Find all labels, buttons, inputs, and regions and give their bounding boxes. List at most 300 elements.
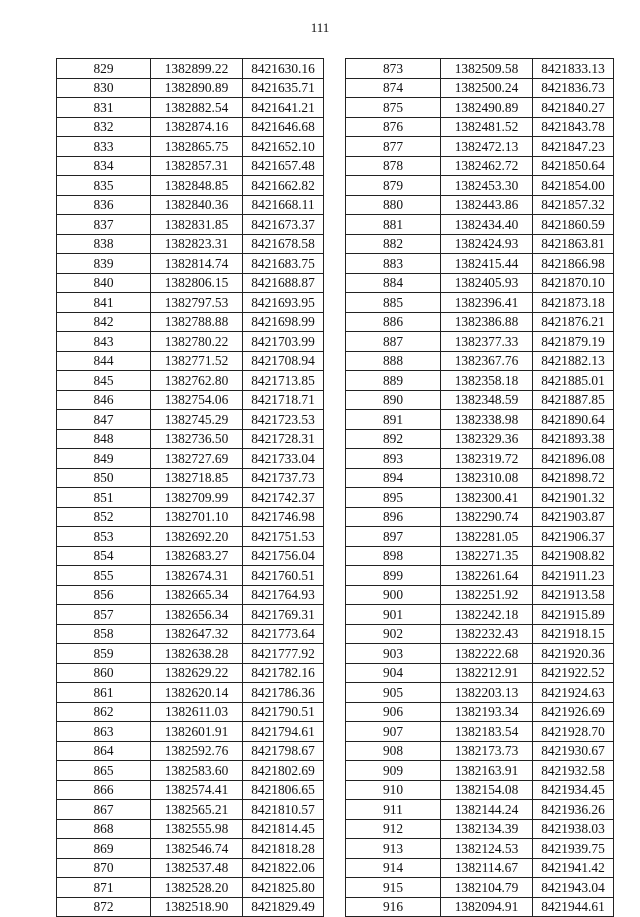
y-coordinate-cell: 8421773.64 bbox=[243, 624, 324, 644]
table-row bbox=[57, 410, 324, 430]
point-number-cell: 860 bbox=[57, 663, 151, 683]
y-coordinate-cell: 8421822.06 bbox=[243, 858, 324, 878]
point-number-cell: 916 bbox=[346, 897, 441, 917]
point-number-cell: 895 bbox=[346, 488, 441, 508]
table-row bbox=[57, 176, 324, 196]
point-number-cell: 879 bbox=[346, 176, 441, 196]
point-number-cell: 911 bbox=[346, 800, 441, 820]
point-number-cell: 887 bbox=[346, 332, 441, 352]
table-row bbox=[346, 332, 614, 352]
y-coordinate-cell: 8421646.68 bbox=[243, 117, 324, 137]
x-coordinate-cell: 1382537.48 bbox=[151, 858, 243, 878]
point-number-cell: 880 bbox=[346, 195, 441, 215]
x-coordinate-cell: 1382348.59 bbox=[441, 390, 533, 410]
point-number-cell: 885 bbox=[346, 293, 441, 313]
y-coordinate-cell: 8421737.73 bbox=[243, 468, 324, 488]
table-row bbox=[346, 410, 614, 430]
x-coordinate-cell: 1382638.28 bbox=[151, 644, 243, 664]
point-number-cell: 856 bbox=[57, 585, 151, 605]
y-coordinate-cell: 8421764.93 bbox=[243, 585, 324, 605]
x-coordinate-cell: 1382183.54 bbox=[441, 722, 533, 742]
table-row bbox=[57, 819, 324, 839]
point-number-cell: 877 bbox=[346, 137, 441, 157]
point-number-cell: 842 bbox=[57, 312, 151, 332]
table-row bbox=[57, 722, 324, 742]
table-row bbox=[346, 312, 614, 332]
table-row bbox=[346, 137, 614, 157]
table-row bbox=[346, 254, 614, 274]
table-row bbox=[57, 312, 324, 332]
y-coordinate-cell: 8421941.42 bbox=[533, 858, 614, 878]
point-number-cell: 891 bbox=[346, 410, 441, 430]
y-coordinate-cell: 8421908.82 bbox=[533, 546, 614, 566]
y-coordinate-cell: 8421854.00 bbox=[533, 176, 614, 196]
point-number-cell: 847 bbox=[57, 410, 151, 430]
x-coordinate-cell: 1382574.41 bbox=[151, 780, 243, 800]
coordinates-table-right bbox=[345, 58, 614, 917]
point-number-cell: 898 bbox=[346, 546, 441, 566]
x-coordinate-cell: 1382890.89 bbox=[151, 78, 243, 98]
y-coordinate-cell: 8421932.58 bbox=[533, 761, 614, 781]
table-row bbox=[346, 371, 614, 391]
x-coordinate-cell: 1382462.72 bbox=[441, 156, 533, 176]
table-row bbox=[57, 878, 324, 898]
point-number-cell: 838 bbox=[57, 234, 151, 254]
table-row bbox=[346, 839, 614, 859]
table-row bbox=[346, 761, 614, 781]
table-row bbox=[346, 800, 614, 820]
table-row bbox=[57, 273, 324, 293]
x-coordinate-cell: 1382329.36 bbox=[441, 429, 533, 449]
x-coordinate-cell: 1382701.10 bbox=[151, 507, 243, 527]
x-coordinate-cell: 1382857.31 bbox=[151, 156, 243, 176]
y-coordinate-cell: 8421718.71 bbox=[243, 390, 324, 410]
x-coordinate-cell: 1382788.88 bbox=[151, 312, 243, 332]
x-coordinate-cell: 1382405.93 bbox=[441, 273, 533, 293]
table-row bbox=[57, 234, 324, 254]
point-number-cell: 884 bbox=[346, 273, 441, 293]
x-coordinate-cell: 1382736.50 bbox=[151, 429, 243, 449]
y-coordinate-cell: 8421885.01 bbox=[533, 371, 614, 391]
x-coordinate-cell: 1382367.76 bbox=[441, 351, 533, 371]
point-number-cell: 897 bbox=[346, 527, 441, 547]
point-number-cell: 873 bbox=[346, 59, 441, 79]
x-coordinate-cell: 1382848.85 bbox=[151, 176, 243, 196]
x-coordinate-cell: 1382124.53 bbox=[441, 839, 533, 859]
y-coordinate-cell: 8421708.94 bbox=[243, 351, 324, 371]
point-number-cell: 889 bbox=[346, 371, 441, 391]
x-coordinate-cell: 1382203.13 bbox=[441, 683, 533, 703]
y-coordinate-cell: 8421635.71 bbox=[243, 78, 324, 98]
y-coordinate-cell: 8421777.92 bbox=[243, 644, 324, 664]
x-coordinate-cell: 1382629.22 bbox=[151, 663, 243, 683]
table-row bbox=[57, 195, 324, 215]
y-coordinate-cell: 8421798.67 bbox=[243, 741, 324, 761]
table-row bbox=[57, 137, 324, 157]
table-row bbox=[346, 722, 614, 742]
table-row bbox=[346, 449, 614, 469]
table-row bbox=[346, 78, 614, 98]
x-coordinate-cell: 1382290.74 bbox=[441, 507, 533, 527]
point-number-cell: 894 bbox=[346, 468, 441, 488]
x-coordinate-cell: 1382806.15 bbox=[151, 273, 243, 293]
point-number-cell: 912 bbox=[346, 819, 441, 839]
x-coordinate-cell: 1382647.32 bbox=[151, 624, 243, 644]
y-coordinate-cell: 8421913.58 bbox=[533, 585, 614, 605]
y-coordinate-cell: 8421901.32 bbox=[533, 488, 614, 508]
x-coordinate-cell: 1382899.22 bbox=[151, 59, 243, 79]
point-number-cell: 888 bbox=[346, 351, 441, 371]
point-number-cell: 834 bbox=[57, 156, 151, 176]
point-number-cell: 862 bbox=[57, 702, 151, 722]
point-number-cell: 872 bbox=[57, 897, 151, 917]
table-row bbox=[57, 351, 324, 371]
table-row bbox=[57, 644, 324, 664]
table-row bbox=[57, 566, 324, 586]
table-row bbox=[346, 293, 614, 313]
x-coordinate-cell: 1382453.30 bbox=[441, 176, 533, 196]
point-number-cell: 904 bbox=[346, 663, 441, 683]
y-coordinate-cell: 8421866.98 bbox=[533, 254, 614, 274]
table-row bbox=[346, 273, 614, 293]
x-coordinate-cell: 1382882.54 bbox=[151, 98, 243, 118]
x-coordinate-cell: 1382338.98 bbox=[441, 410, 533, 430]
point-number-cell: 886 bbox=[346, 312, 441, 332]
x-coordinate-cell: 1382745.29 bbox=[151, 410, 243, 430]
table-row bbox=[346, 644, 614, 664]
point-number-cell: 896 bbox=[346, 507, 441, 527]
point-number-cell: 914 bbox=[346, 858, 441, 878]
table-row bbox=[57, 507, 324, 527]
y-coordinate-cell: 8421794.61 bbox=[243, 722, 324, 742]
table-row bbox=[57, 546, 324, 566]
point-number-cell: 866 bbox=[57, 780, 151, 800]
point-number-cell: 915 bbox=[346, 878, 441, 898]
x-coordinate-cell: 1382565.21 bbox=[151, 800, 243, 820]
x-coordinate-cell: 1382472.13 bbox=[441, 137, 533, 157]
point-number-cell: 854 bbox=[57, 546, 151, 566]
x-coordinate-cell: 1382222.68 bbox=[441, 644, 533, 664]
y-coordinate-cell: 8421698.99 bbox=[243, 312, 324, 332]
table-row bbox=[346, 683, 614, 703]
x-coordinate-cell: 1382490.89 bbox=[441, 98, 533, 118]
x-coordinate-cell: 1382665.34 bbox=[151, 585, 243, 605]
x-coordinate-cell: 1382242.18 bbox=[441, 605, 533, 625]
y-coordinate-cell: 8421802.69 bbox=[243, 761, 324, 781]
x-coordinate-cell: 1382546.74 bbox=[151, 839, 243, 859]
x-coordinate-cell: 1382271.35 bbox=[441, 546, 533, 566]
x-coordinate-cell: 1382212.91 bbox=[441, 663, 533, 683]
table-row bbox=[57, 332, 324, 352]
table-row bbox=[57, 761, 324, 781]
point-number-cell: 892 bbox=[346, 429, 441, 449]
x-coordinate-cell: 1382823.31 bbox=[151, 234, 243, 254]
table-row bbox=[346, 605, 614, 625]
y-coordinate-cell: 8421673.37 bbox=[243, 215, 324, 235]
point-number-cell: 874 bbox=[346, 78, 441, 98]
y-coordinate-cell: 8421678.58 bbox=[243, 234, 324, 254]
table-row bbox=[346, 215, 614, 235]
table-row bbox=[57, 839, 324, 859]
point-number-cell: 903 bbox=[346, 644, 441, 664]
table-row bbox=[346, 585, 614, 605]
point-number-cell: 839 bbox=[57, 254, 151, 274]
table-row bbox=[346, 176, 614, 196]
table-row bbox=[57, 897, 324, 917]
x-coordinate-cell: 1382300.41 bbox=[441, 488, 533, 508]
y-coordinate-cell: 8421870.10 bbox=[533, 273, 614, 293]
x-coordinate-cell: 1382415.44 bbox=[441, 254, 533, 274]
coordinates-table-left-body bbox=[57, 59, 324, 917]
point-number-cell: 890 bbox=[346, 390, 441, 410]
y-coordinate-cell: 8421703.99 bbox=[243, 332, 324, 352]
y-coordinate-cell: 8421790.51 bbox=[243, 702, 324, 722]
point-number-cell: 844 bbox=[57, 351, 151, 371]
y-coordinate-cell: 8421746.98 bbox=[243, 507, 324, 527]
y-coordinate-cell: 8421713.85 bbox=[243, 371, 324, 391]
point-number-cell: 858 bbox=[57, 624, 151, 644]
y-coordinate-cell: 8421924.63 bbox=[533, 683, 614, 703]
point-number-cell: 837 bbox=[57, 215, 151, 235]
y-coordinate-cell: 8421876.21 bbox=[533, 312, 614, 332]
point-number-cell: 878 bbox=[346, 156, 441, 176]
point-number-cell: 899 bbox=[346, 566, 441, 586]
table-row bbox=[57, 468, 324, 488]
point-number-cell: 864 bbox=[57, 741, 151, 761]
table-row bbox=[57, 98, 324, 118]
table-row bbox=[57, 254, 324, 274]
table-row bbox=[346, 858, 614, 878]
point-number-cell: 869 bbox=[57, 839, 151, 859]
point-number-cell: 849 bbox=[57, 449, 151, 469]
table-row bbox=[57, 780, 324, 800]
y-coordinate-cell: 8421728.31 bbox=[243, 429, 324, 449]
point-number-cell: 835 bbox=[57, 176, 151, 196]
y-coordinate-cell: 8421882.13 bbox=[533, 351, 614, 371]
y-coordinate-cell: 8421668.11 bbox=[243, 195, 324, 215]
x-coordinate-cell: 1382251.92 bbox=[441, 585, 533, 605]
y-coordinate-cell: 8421847.23 bbox=[533, 137, 614, 157]
x-coordinate-cell: 1382611.03 bbox=[151, 702, 243, 722]
y-coordinate-cell: 8421860.59 bbox=[533, 215, 614, 235]
table-row bbox=[346, 819, 614, 839]
y-coordinate-cell: 8421688.87 bbox=[243, 273, 324, 293]
x-coordinate-cell: 1382377.33 bbox=[441, 332, 533, 352]
y-coordinate-cell: 8421843.78 bbox=[533, 117, 614, 137]
point-number-cell: 829 bbox=[57, 59, 151, 79]
y-coordinate-cell: 8421893.38 bbox=[533, 429, 614, 449]
table-row bbox=[346, 527, 614, 547]
table-row bbox=[346, 390, 614, 410]
point-number-cell: 855 bbox=[57, 566, 151, 586]
table-row bbox=[57, 858, 324, 878]
point-number-cell: 863 bbox=[57, 722, 151, 742]
x-coordinate-cell: 1382163.91 bbox=[441, 761, 533, 781]
x-coordinate-cell: 1382232.43 bbox=[441, 624, 533, 644]
x-coordinate-cell: 1382771.52 bbox=[151, 351, 243, 371]
y-coordinate-cell: 8421920.36 bbox=[533, 644, 614, 664]
point-number-cell: 868 bbox=[57, 819, 151, 839]
point-number-cell: 861 bbox=[57, 683, 151, 703]
x-coordinate-cell: 1382692.20 bbox=[151, 527, 243, 547]
x-coordinate-cell: 1382319.72 bbox=[441, 449, 533, 469]
table-row bbox=[57, 702, 324, 722]
y-coordinate-cell: 8421829.49 bbox=[243, 897, 324, 917]
table-row bbox=[57, 117, 324, 137]
y-coordinate-cell: 8421887.85 bbox=[533, 390, 614, 410]
y-coordinate-cell: 8421657.48 bbox=[243, 156, 324, 176]
y-coordinate-cell: 8421939.75 bbox=[533, 839, 614, 859]
point-number-cell: 905 bbox=[346, 683, 441, 703]
page-number: 111 bbox=[310, 20, 330, 35]
x-coordinate-cell: 1382709.99 bbox=[151, 488, 243, 508]
x-coordinate-cell: 1382434.40 bbox=[441, 215, 533, 235]
y-coordinate-cell: 8421723.53 bbox=[243, 410, 324, 430]
y-coordinate-cell: 8421918.15 bbox=[533, 624, 614, 644]
point-number-cell: 875 bbox=[346, 98, 441, 118]
y-coordinate-cell: 8421742.37 bbox=[243, 488, 324, 508]
y-coordinate-cell: 8421786.36 bbox=[243, 683, 324, 703]
x-coordinate-cell: 1382797.53 bbox=[151, 293, 243, 313]
table-row bbox=[346, 897, 614, 917]
coordinates-table-right-body bbox=[346, 59, 614, 917]
point-number-cell: 876 bbox=[346, 117, 441, 137]
x-coordinate-cell: 1382396.41 bbox=[441, 293, 533, 313]
table-row bbox=[57, 215, 324, 235]
x-coordinate-cell: 1382754.06 bbox=[151, 390, 243, 410]
y-coordinate-cell: 8421922.52 bbox=[533, 663, 614, 683]
point-number-cell: 882 bbox=[346, 234, 441, 254]
point-number-cell: 881 bbox=[346, 215, 441, 235]
point-number-cell: 910 bbox=[346, 780, 441, 800]
coordinates-table-left bbox=[56, 58, 324, 917]
y-coordinate-cell: 8421814.45 bbox=[243, 819, 324, 839]
y-coordinate-cell: 8421879.19 bbox=[533, 332, 614, 352]
x-coordinate-cell: 1382386.88 bbox=[441, 312, 533, 332]
point-number-cell: 848 bbox=[57, 429, 151, 449]
y-coordinate-cell: 8421850.64 bbox=[533, 156, 614, 176]
y-coordinate-cell: 8421928.70 bbox=[533, 722, 614, 742]
point-number-cell: 871 bbox=[57, 878, 151, 898]
y-coordinate-cell: 8421906.37 bbox=[533, 527, 614, 547]
table-row bbox=[57, 59, 324, 79]
y-coordinate-cell: 8421630.16 bbox=[243, 59, 324, 79]
table-row bbox=[57, 800, 324, 820]
y-coordinate-cell: 8421756.04 bbox=[243, 546, 324, 566]
point-number-cell: 857 bbox=[57, 605, 151, 625]
table-row bbox=[57, 488, 324, 508]
point-number-cell: 870 bbox=[57, 858, 151, 878]
x-coordinate-cell: 1382134.39 bbox=[441, 819, 533, 839]
x-coordinate-cell: 1382865.75 bbox=[151, 137, 243, 157]
table-row bbox=[346, 702, 614, 722]
y-coordinate-cell: 8421938.03 bbox=[533, 819, 614, 839]
point-number-cell: 841 bbox=[57, 293, 151, 313]
y-coordinate-cell: 8421898.72 bbox=[533, 468, 614, 488]
y-coordinate-cell: 8421782.16 bbox=[243, 663, 324, 683]
y-coordinate-cell: 8421896.08 bbox=[533, 449, 614, 469]
y-coordinate-cell: 8421733.04 bbox=[243, 449, 324, 469]
y-coordinate-cell: 8421944.61 bbox=[533, 897, 614, 917]
y-coordinate-cell: 8421926.69 bbox=[533, 702, 614, 722]
table-row bbox=[57, 449, 324, 469]
point-number-cell: 913 bbox=[346, 839, 441, 859]
x-coordinate-cell: 1382727.69 bbox=[151, 449, 243, 469]
table-row bbox=[346, 98, 614, 118]
y-coordinate-cell: 8421806.65 bbox=[243, 780, 324, 800]
x-coordinate-cell: 1382173.73 bbox=[441, 741, 533, 761]
table-row bbox=[346, 507, 614, 527]
point-number-cell: 852 bbox=[57, 507, 151, 527]
x-coordinate-cell: 1382424.93 bbox=[441, 234, 533, 254]
table-row bbox=[346, 780, 614, 800]
table-row bbox=[57, 527, 324, 547]
point-number-cell: 843 bbox=[57, 332, 151, 352]
x-coordinate-cell: 1382114.67 bbox=[441, 858, 533, 878]
table-row bbox=[57, 683, 324, 703]
y-coordinate-cell: 8421903.87 bbox=[533, 507, 614, 527]
x-coordinate-cell: 1382840.36 bbox=[151, 195, 243, 215]
table-row bbox=[57, 429, 324, 449]
table-row bbox=[57, 371, 324, 391]
point-number-cell: 883 bbox=[346, 254, 441, 274]
y-coordinate-cell: 8421863.81 bbox=[533, 234, 614, 254]
x-coordinate-cell: 1382555.98 bbox=[151, 819, 243, 839]
x-coordinate-cell: 1382656.34 bbox=[151, 605, 243, 625]
x-coordinate-cell: 1382509.58 bbox=[441, 59, 533, 79]
x-coordinate-cell: 1382500.24 bbox=[441, 78, 533, 98]
table-row bbox=[57, 78, 324, 98]
x-coordinate-cell: 1382592.76 bbox=[151, 741, 243, 761]
point-number-cell: 900 bbox=[346, 585, 441, 605]
y-coordinate-cell: 8421641.21 bbox=[243, 98, 324, 118]
y-coordinate-cell: 8421936.26 bbox=[533, 800, 614, 820]
x-coordinate-cell: 1382358.18 bbox=[441, 371, 533, 391]
y-coordinate-cell: 8421836.73 bbox=[533, 78, 614, 98]
x-coordinate-cell: 1382310.08 bbox=[441, 468, 533, 488]
y-coordinate-cell: 8421652.10 bbox=[243, 137, 324, 157]
x-coordinate-cell: 1382683.27 bbox=[151, 546, 243, 566]
y-coordinate-cell: 8421890.64 bbox=[533, 410, 614, 430]
y-coordinate-cell: 8421810.57 bbox=[243, 800, 324, 820]
y-coordinate-cell: 8421915.89 bbox=[533, 605, 614, 625]
point-number-cell: 865 bbox=[57, 761, 151, 781]
point-number-cell: 840 bbox=[57, 273, 151, 293]
x-coordinate-cell: 1382144.24 bbox=[441, 800, 533, 820]
y-coordinate-cell: 8421825.80 bbox=[243, 878, 324, 898]
point-number-cell: 906 bbox=[346, 702, 441, 722]
x-coordinate-cell: 1382718.85 bbox=[151, 468, 243, 488]
x-coordinate-cell: 1382874.16 bbox=[151, 117, 243, 137]
x-coordinate-cell: 1382481.52 bbox=[441, 117, 533, 137]
x-coordinate-cell: 1382528.20 bbox=[151, 878, 243, 898]
y-coordinate-cell: 8421873.18 bbox=[533, 293, 614, 313]
table-row bbox=[346, 59, 614, 79]
y-coordinate-cell: 8421934.45 bbox=[533, 780, 614, 800]
point-number-cell: 846 bbox=[57, 390, 151, 410]
y-coordinate-cell: 8421833.13 bbox=[533, 59, 614, 79]
table-row bbox=[57, 390, 324, 410]
x-coordinate-cell: 1382814.74 bbox=[151, 254, 243, 274]
table-row bbox=[346, 663, 614, 683]
y-coordinate-cell: 8421818.28 bbox=[243, 839, 324, 859]
table-row bbox=[57, 156, 324, 176]
y-coordinate-cell: 8421662.82 bbox=[243, 176, 324, 196]
table-row bbox=[346, 234, 614, 254]
table-row bbox=[346, 741, 614, 761]
x-coordinate-cell: 1382518.90 bbox=[151, 897, 243, 917]
table-row bbox=[346, 878, 614, 898]
